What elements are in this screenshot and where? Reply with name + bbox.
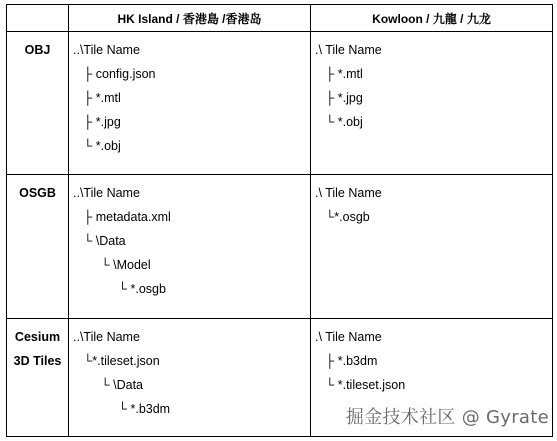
row-label: Cesium [14,330,61,344]
row-label-cell [7,319,69,437]
table-row-osgb [7,175,553,319]
tile-structure-table [6,4,553,437]
tree-line: .\ Tile Name [315,43,382,57]
tree-line: ├ *.b3dm [315,354,378,368]
tree-line: └*.tileset.json [73,354,160,368]
row-label: OSGB [19,186,56,200]
tree-line: ├ config.json [73,67,156,81]
tree-line: ..\Tile Name [73,330,140,344]
tree-line: ├ *.jpg [315,91,363,105]
tree-line: ├ *.mtl [73,91,121,105]
header-hk-island: HK Island / 香港島 /香港岛 [69,5,311,32]
watermark: 掘金技术社区 @ Gyrate [345,407,549,428]
kowloon-cell [311,175,553,319]
tree-line: ..\Tile Name [73,186,140,200]
row-label: 3D Tiles [13,354,62,368]
tree-line: └ *.tileset.json [315,378,406,392]
tree-line: ├ metadata.xml [73,210,171,224]
hk-cell [69,175,311,319]
table-row-obj [7,32,553,175]
tree-line: └ \Model [73,258,151,272]
header-row [7,5,553,32]
row-label-cell [7,32,69,175]
tree-line: └ \Data [73,234,126,248]
tree-line: ├ *.mtl [315,67,363,81]
tree-line: .\ Tile Name [315,186,382,200]
tree-line: ..\Tile Name [73,43,140,57]
header-blank-cell [7,5,69,32]
tree-line: └*.osgb [315,210,370,224]
row-label-cell [7,175,69,319]
kowloon-cell [311,32,553,175]
tree-line: .\ Tile Name [315,330,382,344]
tree-line: └ *.obj [315,115,363,129]
hk-cell [69,32,311,175]
tree-line: └ *.obj [73,139,121,153]
tree-line: └ *.b3dm [73,402,171,416]
tree-line: └ *.osgb [73,282,166,296]
hk-cell [69,319,311,437]
tree-line: ├ *.jpg [73,115,121,129]
tree-line: └ \Data [73,378,143,392]
header-kowloon: Kowloon / 九龍 / 九龙 [311,5,553,32]
row-label: OBJ [24,43,51,57]
